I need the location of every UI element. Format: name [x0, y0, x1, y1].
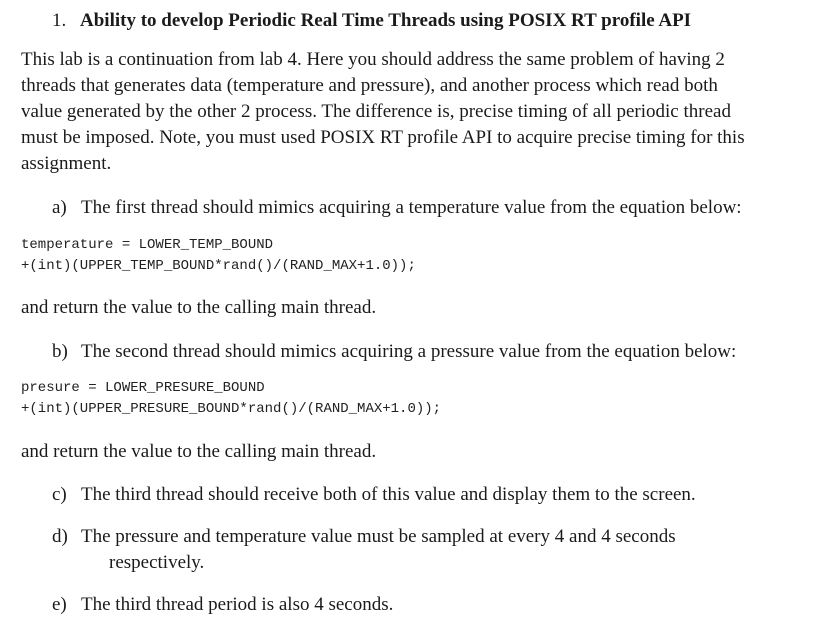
- list-item-text: The second thread should mimics acquiring a pressure value from the equation below:: [81, 341, 737, 362]
- list-item-text: The third thread should receive both of this value and display them to the screen.: [81, 484, 696, 505]
- list-marker: a): [52, 197, 67, 218]
- heading-title: Ability to develop Periodic Real Time Threads using POSIX RT profile API: [80, 10, 692, 31]
- list-item-e: [52, 592, 393, 618]
- list-item-text: The pressure and temperature value must be sampled at every 4 and 4 seconds: [81, 526, 676, 547]
- list-item-c: [52, 482, 696, 508]
- intro-line: This lab is a continuation from lab 4. Here you should address the same problem of having 2: [21, 49, 725, 70]
- list-marker: e): [52, 594, 67, 615]
- list-marker: b): [52, 341, 68, 362]
- temperature-equation: [21, 235, 416, 277]
- list-item-d: [52, 524, 676, 576]
- list-marker: d): [52, 526, 68, 547]
- list-item-text: The third thread period is also 4 seconds.: [81, 594, 394, 615]
- list-marker: c): [52, 484, 67, 505]
- list-item-continuation: respectively.: [109, 552, 205, 573]
- code-line: +(int)(UPPER_TEMP_BOUND*rand()/(RAND_MAX+1.0));: [21, 258, 416, 274]
- intro-line: assignment.: [21, 153, 112, 174]
- list-item-b: [52, 339, 736, 365]
- heading-number: 1.: [52, 10, 67, 31]
- code-line: temperature = LOWER_TEMP_BOUND: [21, 237, 274, 253]
- code-line: presure = LOWER_PRESURE_BOUND: [21, 380, 265, 396]
- intro-line: must be imposed. Note, you must used POSIX RT profile API to acquire precise timing for this: [21, 127, 745, 148]
- return-paragraph-1: and return the value to the calling main thread.: [21, 297, 377, 318]
- intro-line: value generated by the other 2 process. The difference is, precise timing of all periodic thread: [21, 101, 731, 122]
- intro-paragraph: [21, 47, 791, 177]
- pressure-equation: [21, 378, 441, 420]
- return-paragraph-2: and return the value to the calling main thread.: [21, 441, 377, 462]
- list-item-a: [52, 195, 742, 221]
- section-heading: [52, 9, 691, 33]
- list-item-text: The first thread should mimics acquiring a temperature value from the equation below:: [81, 197, 742, 218]
- intro-line: threads that generates data (temperature and pressure), and another process which read both: [21, 75, 718, 96]
- code-line: +(int)(UPPER_PRESURE_BOUND*rand()/(RAND_MAX+1.0));: [21, 401, 442, 417]
